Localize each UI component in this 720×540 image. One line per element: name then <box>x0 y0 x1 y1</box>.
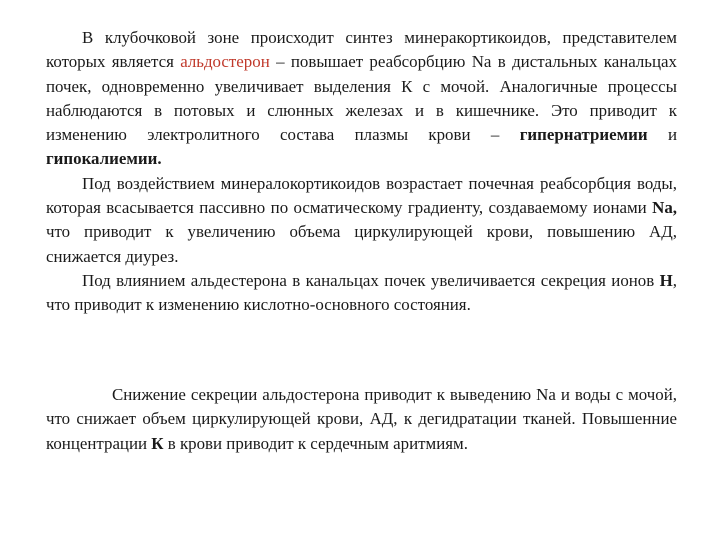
aldosterone-highlight: альдостерон <box>180 52 270 72</box>
paragraph-hydrogen-secretion: Под влиянием альдестерона в канальцах почек увеличивается секреция ионов Н, что приводит к изменению кислотно-основного состояния. <box>46 270 677 315</box>
paragraph-aldosterone-deficiency: Снижение секреции альдостерона приводит к выведению Na и воды с мочой, что снижает объем циркулирующей крови, АД, к дегидратации тканей. Повышенние концентрации К в крови приводит к сердечным аритмиям. <box>46 385 677 453</box>
sodium-term: Na, <box>652 198 677 218</box>
potassium-term: К <box>151 433 164 453</box>
paragraph-water-reabsorption: Под воздействием минералокортикоидов возрастает почечная реабсорбция воды, которая всасывается пассивно по осматическому градиенту, создаваемому ионами Na, что приводит к увеличению объема циркулирующей крови, повышению АД, снижается диурез. <box>46 173 677 266</box>
hypokalemia-term: гипокалиемии. <box>46 149 162 169</box>
hypernatremia-term: гипернатриемии <box>519 125 648 145</box>
hydrogen-term: Н <box>659 270 673 290</box>
text-block-deficiency <box>46 383 677 456</box>
text-block-main <box>46 26 677 318</box>
paragraph-mineralocorticoid-synthesis: В клубочковой зоне происходит синтез минеракортикоидов, представителем которых является альдостерон – повышает реабсорбцию Na в дистальных канальцах почек, одновременно увеличивает выделения К с мочой. Аналогичные процессы наблюдаются в потовых и слюнных железах и в кишечнике. Это приводит к изменению электролитного состава плазмы крови – гипернатриемии и гипокалиемии. <box>46 28 677 169</box>
